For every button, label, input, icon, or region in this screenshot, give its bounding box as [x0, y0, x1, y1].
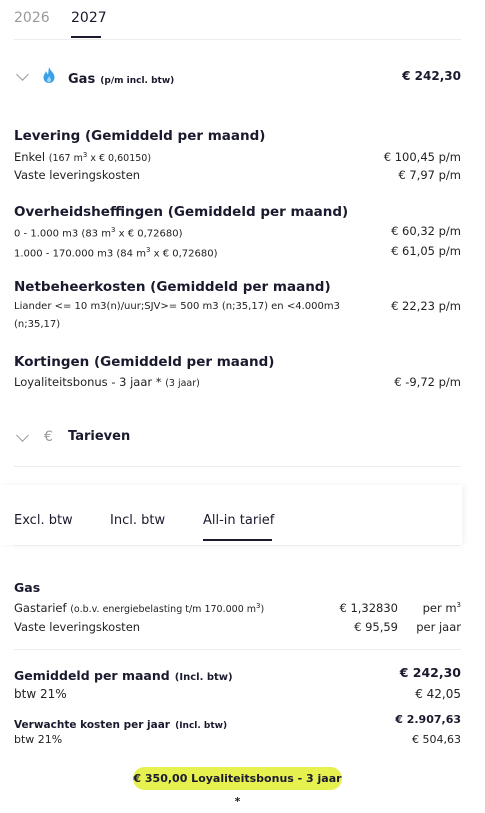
superscript-3: 3 [256, 601, 261, 610]
tariff-gas-small [70, 601, 265, 615]
superscript-3: 3 [82, 150, 88, 159]
gas-header-title: Gas [68, 72, 96, 87]
summary-btw2-label: btw 21% [14, 733, 63, 746]
divider [14, 39, 461, 40]
tariff-gas-row1 [14, 601, 264, 615]
chevron-down-icon[interactable] [16, 68, 29, 81]
summary-yearly-value: € 2.907,63 [395, 713, 461, 726]
overheid-row2-label: 1.000 - 170.000 m3 (84 m [14, 248, 146, 260]
summary-btw-label: btw 21% [14, 687, 67, 701]
loyalty-bonus-badge: € 350,00 Loyaliteitsbonus - 3 jaar * [133, 767, 342, 790]
summary-monthly-value: € 242,30 [399, 665, 461, 680]
kortingen-label: Loyaliteitsbonus - 3 jaar * [14, 375, 166, 389]
summary-monthly-small: (Incl. btw) [174, 672, 233, 683]
year-tab-2027[interactable]: 2027 [71, 10, 107, 26]
netbeheer-title: Netbeheerkosten (Gemiddeld per maand) [14, 279, 331, 295]
kortingen-value: € -9,72 p/m [394, 375, 461, 389]
tariff-gas-title: Gas [14, 580, 41, 595]
overheid-row-1 [14, 226, 183, 239]
levering-enkel-value: € 100,45 p/m [383, 150, 461, 164]
levering-title: Levering (Gemiddeld per maand) [14, 128, 266, 144]
tariff-gas-unit [423, 601, 461, 615]
netbeheer-row-line1: Liander <= 10 m3(n)/uur;SJV>= 500 m3 (n;35,17) en <4.000m3 [14, 301, 340, 312]
divider [14, 545, 461, 546]
gas-header-subtitle: (p/m incl. btw) [100, 76, 175, 86]
tab-excl-btw[interactable]: Excl. btw [14, 513, 73, 528]
overheid-row2-value: € 61,05 p/m [391, 244, 461, 258]
tarieven-title: Tarieven [68, 429, 131, 444]
summary-yearly-label: Verwachte kosten per jaar [14, 719, 170, 731]
year-tab-2026[interactable]: 2026 [14, 10, 50, 26]
summary-yearly [14, 713, 227, 732]
tariff-vaste-price: € 95,59 [354, 620, 398, 634]
levering-vaste-value: € 7,97 p/m [398, 168, 461, 182]
kortingen-small: (3 jaar) [165, 378, 200, 389]
netbeheer-row-line2: (n;35,17) [14, 319, 61, 330]
flame-icon [42, 66, 56, 84]
superscript-3: 3 [145, 246, 151, 254]
levering-enkel-label: Enkel [14, 150, 46, 164]
overheid-row1-post: x € 0,72680) [115, 228, 183, 240]
summary-btw-value: € 42,05 [415, 687, 461, 701]
tab-incl-btw[interactable]: Incl. btw [110, 513, 166, 528]
netbeheer-row-value: € 22,23 p/m [391, 299, 461, 313]
gas-header-total: € 242,30 [402, 69, 461, 83]
tariff-gas-small-pre: (o.b.v. energiebelasting t/m 170.000 m [70, 604, 257, 615]
tariff-gas-small-post: ) [260, 604, 265, 615]
kortingen-title: Kortingen (Gemiddeld per maand) [14, 354, 275, 370]
overheid-row1-label: 0 - 1.000 m3 (83 m [14, 228, 111, 240]
levering-row-enkel [14, 150, 151, 164]
tariff-vaste-label: Vaste leveringskosten [14, 620, 141, 634]
active-subtab-indicator [203, 539, 272, 541]
tab-all-in-tarief[interactable]: All-in tarief [203, 513, 275, 528]
summary-yearly-small: (Incl. btw) [175, 721, 228, 731]
active-tab-indicator [71, 36, 101, 38]
divider [14, 466, 461, 467]
levering-enkel-calc [48, 150, 152, 164]
superscript-3: 3 [110, 226, 116, 234]
tariff-vaste-unit: per jaar [416, 620, 461, 634]
superscript-3: 3 [456, 601, 461, 610]
overheid-row2-post: x € 0,72680) [150, 248, 218, 260]
overheid-row-2 [14, 246, 218, 259]
overheid-title: Overheidsheffingen (Gemiddeld per maand) [14, 204, 349, 220]
euro-icon: € [44, 429, 53, 445]
divider [14, 649, 461, 650]
summary-monthly-label: Gemiddeld per maand [14, 668, 170, 683]
kortingen-row [14, 375, 200, 389]
tariff-gas-label: Gastarief [14, 601, 71, 615]
calc-pre: (167 m [48, 153, 83, 164]
overheid-row1-value: € 60,32 p/m [391, 224, 461, 238]
calc-post: x € 0,60150) [87, 153, 152, 164]
summary-monthly [14, 665, 233, 684]
summary-btw2-value: € 504,63 [412, 733, 461, 746]
tariff-gas-unit-text: per m [422, 601, 457, 615]
levering-vaste-label: Vaste leveringskosten [14, 168, 141, 182]
chevron-down-icon[interactable] [16, 429, 29, 442]
gas-header-title-group [68, 68, 174, 87]
tariff-gas-price: € 1,32830 [339, 601, 398, 615]
